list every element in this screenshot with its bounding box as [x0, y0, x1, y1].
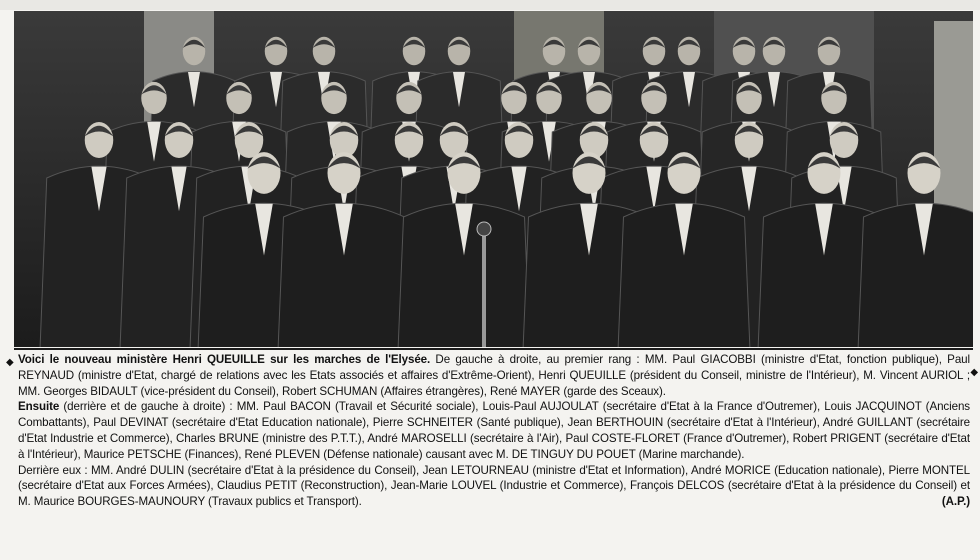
caption-second-row: Ensuite (derrière et de gauche à droite) : MM. Paul BACON (Travail et Sécurité sociale), Louis-Paul AUJOULAT (secrétaire d'Etat à la France d'Outremer), Louis JACQUINOT (Anciens Combattants), Paul DEVINAT (secrétaire d'Etat Education nationale), Pierre SCHNEITER (Santé publique), Jean BERTHOUIN (secrétaire d'Etat à l'Intérieur), André GUILLANT (secrétaire d'Etat Industrie et Commerce), Charles BRUNE (ministre des P.T.T.), André MAROSELLI (secrétaire à l'Air), Paul COSTE-FLORET (France d'Outremer), Robert PRIGENT (secrétaire d'Etat à l'Intérieur), Maurice PETSCHE (Finances), René PLEVEN (Défense nationale) causant avec M. DE TINGUY DU POUET (Marine marchande).	[18, 400, 970, 461]
caption-divider	[14, 348, 973, 350]
microphone-icon	[477, 222, 491, 236]
group-photo	[14, 11, 973, 347]
caption-bullet-icon: ◆	[6, 357, 14, 368]
caption-back-row: Derrière eux : MM. André DULIN (secrétaire d'Etat à la présidence du Conseil), Jean LETOURNEAU (ministre d'Etat et Information), André MORICE (Education nationale), Pierre MONTEL (secrétaire d'Etat aux Forces Armées), Claudius PETIT (Reconstruction), Jean-Marie LOUVEL (Industrie et Commerce), François DELCOS (secrétaire d'Etat à la présidence du Conseil) et M. Maurice BOURGES-MAUNOURY (Travaux publics et Transport). (A.P.)	[18, 463, 970, 509]
caption-bullet-icon: ◆	[970, 367, 978, 378]
photo-caption	[6, 352, 978, 554]
caption-front-row: Voici le nouveau ministère Henri QUEUILLE sur les marches de l'Elysée. De gauche à droite, au premier rang : MM. Paul GIACOBBI (ministre d'Etat, fonction publique), Paul REYNAUD (ministre d'Etat, chargé de relations avec les Etats associés et affaires d'Extrême-Orient), Henri QUEUILLE (président du Conseil, ministre de l'Intérieur), M. Vincent AURIOL ; MM. Georges BIDAULT (vice-président du Conseil), Robert SCHUMAN (Affaires étrangères), René MAYER (garde des Sceaux).	[18, 353, 970, 398]
photo-credit: (A.P.)	[941, 495, 970, 509]
microphone-stand	[482, 229, 486, 347]
person-figure	[856, 203, 974, 347]
group-photo-illustration	[14, 11, 973, 347]
page-top-strip	[0, 0, 980, 10]
